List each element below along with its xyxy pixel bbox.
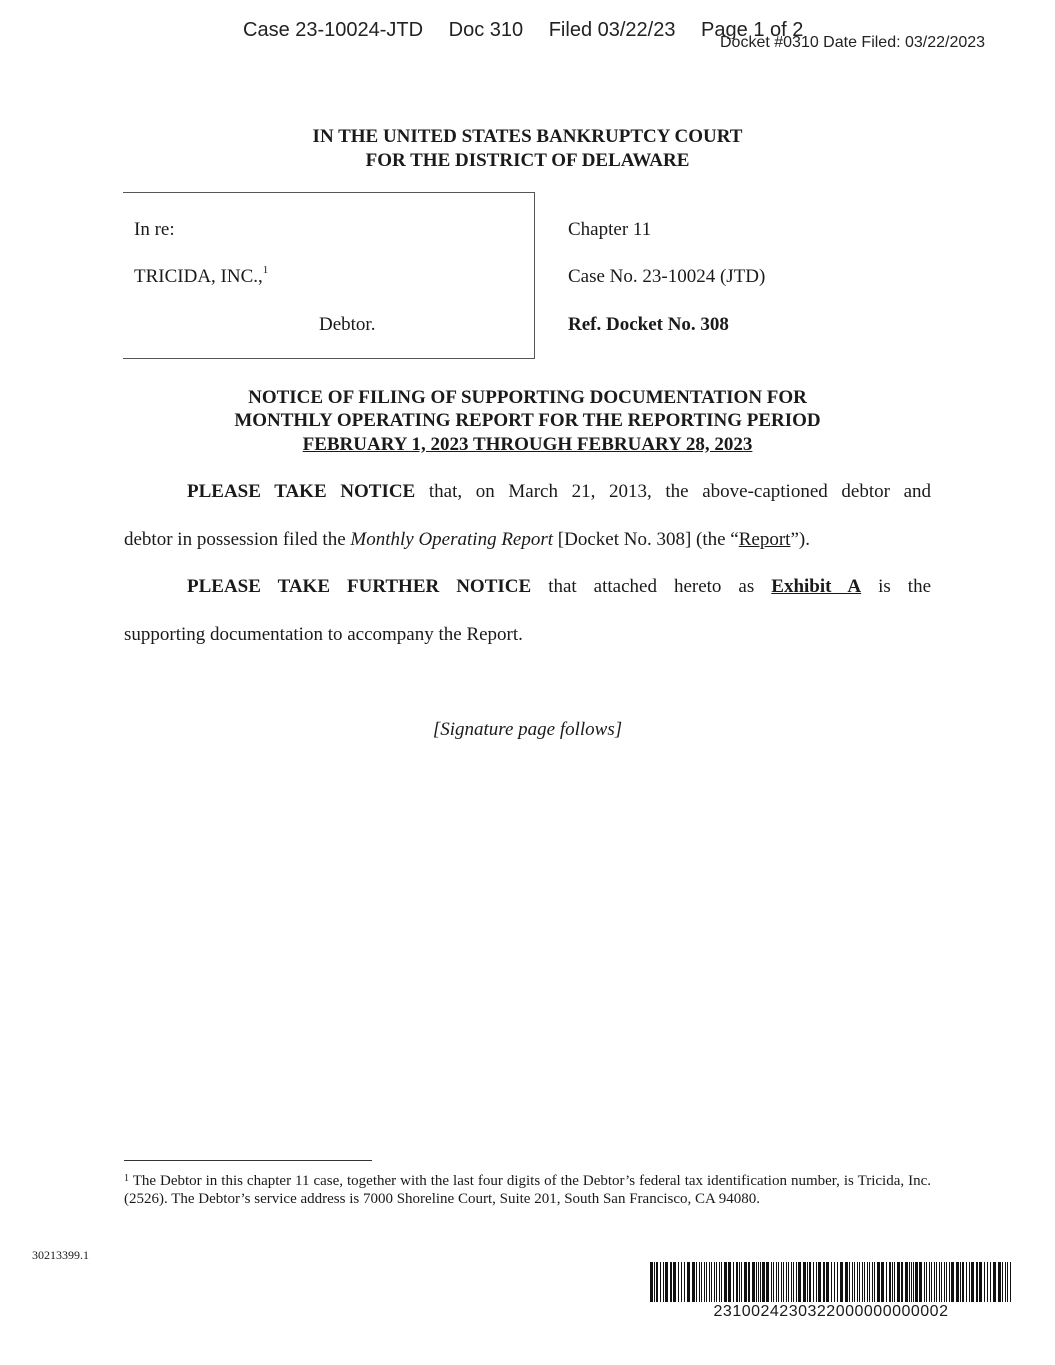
barcode-bar — [840, 1262, 843, 1302]
debtor-name-text: TRICIDA, INC., — [134, 266, 263, 287]
barcode-bar — [909, 1262, 910, 1302]
barcode-bar — [984, 1262, 985, 1302]
caption-in-re: In re: — [134, 219, 175, 240]
barcode-bar — [929, 1262, 930, 1302]
barcode-bar — [721, 1262, 722, 1302]
barcode-bar — [706, 1262, 707, 1302]
barcode-bar — [990, 1262, 991, 1302]
barcode-bar — [656, 1262, 658, 1302]
barcode-bar — [701, 1262, 702, 1302]
barcode-bar — [924, 1262, 925, 1302]
further-notice-lead: PLEASE TAKE FURTHER NOTICE — [187, 576, 532, 597]
barcode-bar — [852, 1262, 853, 1302]
footnote — [124, 1172, 931, 1208]
barcode-bar — [979, 1262, 982, 1302]
barcode-bar — [776, 1262, 777, 1302]
barcode-bar — [823, 1262, 825, 1302]
barcode-bar — [728, 1262, 731, 1302]
footnote-number: 1 — [124, 1173, 129, 1184]
barcode-bar — [803, 1262, 806, 1302]
barcode-bar — [724, 1262, 727, 1302]
caption-debtor-name — [134, 266, 268, 288]
barcode-bar — [807, 1262, 808, 1302]
barcode-bar — [736, 1262, 738, 1302]
barcode-bar — [934, 1262, 935, 1302]
barcode-bar — [786, 1262, 787, 1302]
barcode-bar — [752, 1262, 755, 1302]
barcode-bar — [894, 1262, 895, 1302]
barcode-bar — [1010, 1262, 1011, 1302]
barcode-bar — [956, 1262, 959, 1302]
barcode-bar — [886, 1262, 887, 1302]
barcode-bar — [813, 1262, 814, 1302]
barcode-image — [650, 1262, 1012, 1302]
barcode-bar — [837, 1262, 838, 1302]
barcode-bar — [733, 1262, 734, 1302]
barcode-bar — [944, 1262, 945, 1302]
notice-text: that, on March 21, 2013, the above-captioned debtor and — [428, 481, 932, 502]
barcode-bar — [936, 1262, 937, 1302]
caption-chapter: Chapter 11 — [568, 219, 652, 240]
docket-stamp: Docket #0310 Date Filed: 03/22/2023 — [720, 34, 986, 51]
barcode-bar — [1002, 1262, 1003, 1302]
barcode-bar — [845, 1262, 848, 1302]
barcode-bar — [756, 1262, 757, 1302]
paragraph-1-line-1 — [187, 481, 931, 503]
barcode-bar — [966, 1262, 967, 1302]
ecf-case-number: Case 23-10024-JTD — [243, 19, 424, 39]
barcode-bar — [849, 1262, 850, 1302]
paragraph-2-line-1 — [187, 576, 931, 598]
barcode-bar — [919, 1262, 922, 1302]
barcode-bar — [915, 1262, 918, 1302]
notice-text-4: ”). — [790, 529, 810, 550]
paragraph-2-line-2: supporting documentation to accompany the Report. — [124, 624, 523, 645]
court-name: IN THE UNITED STATES BANKRUPTCY COURT — [312, 126, 743, 147]
barcode-bar — [867, 1262, 868, 1302]
barcode-bar — [951, 1262, 954, 1302]
barcode-bar — [939, 1262, 940, 1302]
barcode-bar — [869, 1262, 870, 1302]
barcode-bar — [684, 1262, 685, 1302]
notice-title-line-1: NOTICE OF FILING OF SUPPORTING DOCUMENTATION FOR — [248, 387, 807, 408]
barcode-bar — [809, 1262, 811, 1302]
barcode-bar — [788, 1262, 789, 1302]
barcode-bar — [926, 1262, 927, 1302]
barcode-bar — [987, 1262, 988, 1302]
barcode-bar — [854, 1262, 855, 1302]
barcode-bar — [897, 1262, 900, 1302]
barcode-bar — [741, 1262, 742, 1302]
barcode-bar — [862, 1262, 863, 1302]
barcode-bar — [857, 1262, 858, 1302]
barcode-bar — [949, 1262, 950, 1302]
barcode-bar — [1007, 1262, 1008, 1302]
barcode-bar — [670, 1262, 672, 1302]
signature-page-note: [Signature page follows] — [432, 719, 623, 740]
barcode-bar — [719, 1262, 720, 1302]
caption-debtor-label: Debtor. — [319, 314, 376, 335]
barcode-bar — [739, 1262, 740, 1302]
barcode-bar — [699, 1262, 700, 1302]
barcode-bar — [816, 1262, 817, 1302]
barcode-bar — [877, 1262, 880, 1302]
barcode-bar — [704, 1262, 705, 1302]
barcode-bar — [771, 1262, 772, 1302]
barcode-bar — [993, 1262, 996, 1302]
barcode-bar — [834, 1262, 835, 1302]
footnote-rule — [124, 1160, 372, 1161]
barcode-bar — [654, 1262, 655, 1302]
barcode-bar — [650, 1262, 653, 1302]
barcode-bar — [762, 1262, 765, 1302]
barcode-bar — [911, 1262, 912, 1302]
barcode-bar — [660, 1262, 661, 1302]
footnote-text: The Debtor in this chapter 11 case, together with the last four digits of the Debtor’s federal tax identification number, is Tricida, Inc. (2526). The Debtor’s service address is 7000 Shoreline Court, Suite 201, South San Francisco, CA 94080. — [124, 1173, 932, 1207]
barcode-bar — [798, 1262, 801, 1302]
notice-text-2: debtor in possession filed the — [124, 529, 351, 550]
exhibit-a-label: Exhibit A — [771, 576, 862, 597]
barcode-bar — [711, 1262, 712, 1302]
barcode-bar — [678, 1262, 679, 1302]
barcode-number: 2310024230322000000000002 — [713, 1303, 949, 1320]
notice-title-line-2: MONTHLY OPERATING REPORT FOR THE REPORTING PERIOD — [234, 410, 821, 431]
barcode-bar — [709, 1262, 710, 1302]
further-notice-text: that attached hereto as — [548, 576, 755, 597]
barcode-bar — [681, 1262, 682, 1302]
barcode-bar — [778, 1262, 779, 1302]
ecf-filed-date: Filed 03/22/23 — [548, 19, 676, 39]
barcode-bar — [665, 1262, 668, 1302]
barcode-bar — [962, 1262, 964, 1302]
barcode-bar — [826, 1262, 829, 1302]
notice-title-line-3: FEBRUARY 1, 2023 THROUGH FEBRUARY 28, 2023 — [302, 434, 753, 455]
footnote-ref: 1 — [262, 264, 269, 276]
barcode-bar — [766, 1262, 769, 1302]
barcode-bar — [758, 1262, 759, 1302]
document-id: 30213399.1 — [32, 1248, 89, 1262]
caption-case-number: Case No. 23-10024 (JTD) — [568, 266, 766, 287]
barcode-bar — [673, 1262, 676, 1302]
barcode-bar — [791, 1262, 792, 1302]
barcode-bar — [748, 1262, 750, 1302]
barcode-bar — [889, 1262, 891, 1302]
barcode-bar — [687, 1262, 690, 1302]
barcode-bar — [663, 1262, 664, 1302]
barcode-bar — [1005, 1262, 1006, 1302]
barcode-bar — [941, 1262, 942, 1302]
barcode-bar — [796, 1262, 797, 1302]
barcode-bar — [714, 1262, 715, 1302]
defined-term-report: Report — [738, 529, 791, 550]
court-district: FOR THE DISTRICT OF DELAWARE — [365, 150, 690, 171]
barcode-bar — [998, 1262, 1001, 1302]
barcode-bar — [881, 1262, 884, 1302]
barcode-bar — [864, 1262, 865, 1302]
barcode-bar — [783, 1262, 784, 1302]
paragraph-1-line-2 — [124, 529, 931, 551]
barcode-bar — [781, 1262, 782, 1302]
barcode-bar — [793, 1262, 794, 1302]
barcode-bar — [760, 1262, 761, 1302]
barcode-bar — [931, 1262, 932, 1302]
notice-lead: PLEASE TAKE NOTICE — [187, 481, 416, 502]
barcode-bar — [971, 1262, 974, 1302]
caption-ref-docket: Ref. Docket No. 308 — [568, 314, 729, 335]
barcode-bar — [960, 1262, 961, 1302]
barcode-bar — [901, 1262, 903, 1302]
barcode-bar — [905, 1262, 908, 1302]
further-notice-tail: is the — [878, 576, 932, 597]
ecf-page-number: Page 1 of 2 — [701, 19, 804, 39]
barcode-bar — [818, 1262, 821, 1302]
barcode-bar — [716, 1262, 717, 1302]
barcode-bar — [692, 1262, 695, 1302]
barcode-bar — [892, 1262, 893, 1302]
barcode-bar — [744, 1262, 747, 1302]
barcode-bar — [969, 1262, 970, 1302]
report-title: Monthly Operating Report — [350, 529, 554, 550]
barcode-bar — [946, 1262, 947, 1302]
ecf-doc-number: Doc 310 — [448, 19, 524, 39]
barcode-bar — [831, 1262, 832, 1302]
barcode-bar — [859, 1262, 860, 1302]
barcode-bar — [696, 1262, 697, 1302]
barcode-bar — [773, 1262, 774, 1302]
barcode-bar — [913, 1262, 914, 1302]
barcode-bar — [872, 1262, 873, 1302]
notice-text-3: [Docket No. 308] (the “ — [553, 529, 739, 550]
barcode-bar — [976, 1262, 978, 1302]
barcode-bar — [874, 1262, 875, 1302]
